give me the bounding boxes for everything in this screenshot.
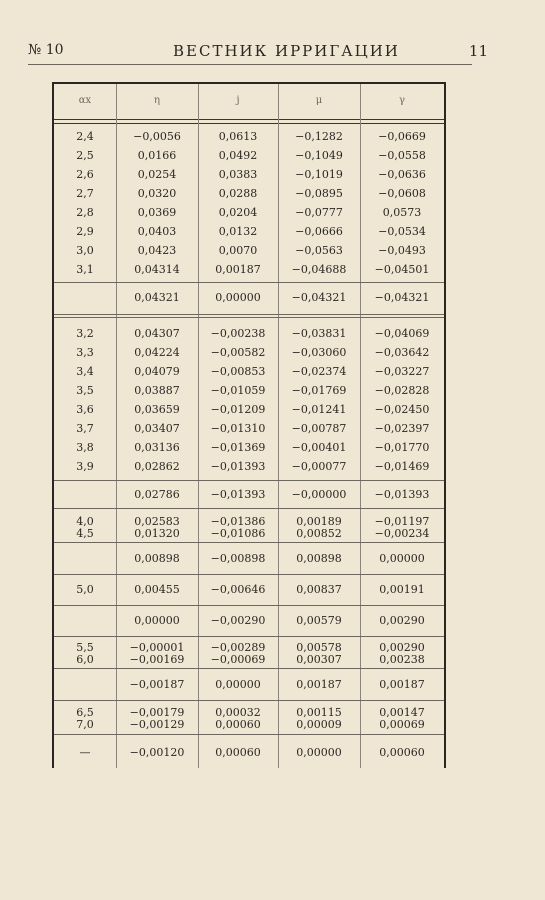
total-cell: −0,00898 bbox=[210, 552, 266, 565]
table-cell: −0,00646 bbox=[210, 583, 266, 596]
table-cell: −0,00787 bbox=[291, 422, 347, 435]
row-separator bbox=[54, 508, 444, 509]
total-cell: −0,00187 bbox=[129, 678, 185, 691]
table-cell: 3,7 bbox=[76, 422, 94, 435]
table-cell: 0,00060 bbox=[215, 746, 261, 759]
row-separator bbox=[54, 668, 444, 669]
row-separator bbox=[54, 282, 444, 283]
table-cell: 5,0 bbox=[76, 583, 94, 596]
table-cell: 0,00187 bbox=[215, 263, 261, 276]
row-separator bbox=[54, 574, 444, 575]
issue-number: № 10 bbox=[28, 42, 64, 58]
table-cell: 0,0403 bbox=[137, 225, 177, 238]
total-cell: 0,00187 bbox=[379, 678, 425, 691]
row-separator bbox=[54, 542, 444, 543]
header-rule bbox=[28, 64, 472, 65]
total-cell: 0,00187 bbox=[296, 678, 342, 691]
table-cell: 0,0204 bbox=[218, 206, 258, 219]
table-cell: 0,03659 bbox=[134, 403, 180, 416]
paired-cell: −0,00289 −0,00069 bbox=[210, 641, 266, 666]
total-cell: 0,00898 bbox=[296, 552, 342, 565]
table-cell: −0,04688 bbox=[291, 263, 347, 276]
column-header: η bbox=[154, 95, 160, 106]
table-cell: −0,0666 bbox=[295, 225, 343, 238]
total-cell: 0,04321 bbox=[134, 291, 180, 304]
table-cell: −0,1282 bbox=[295, 130, 343, 143]
table-cell: −0,04069 bbox=[374, 327, 430, 340]
table-cell: −0,01310 bbox=[210, 422, 266, 435]
table-cell: −0,0534 bbox=[378, 225, 426, 238]
table-cell: −0,02828 bbox=[374, 384, 430, 397]
total-cell: 0,00000 bbox=[134, 614, 180, 627]
table-cell: −0,00238 bbox=[210, 327, 266, 340]
table-cell: −0,0895 bbox=[295, 187, 343, 200]
table-cell: −0,02397 bbox=[374, 422, 430, 435]
table-cell: 0,03136 bbox=[134, 441, 180, 454]
table-cell: 0,00455 bbox=[134, 583, 180, 596]
table-cell: 0,00060 bbox=[379, 746, 425, 759]
table-cell: 3,0 bbox=[76, 244, 94, 257]
column-header: j bbox=[236, 95, 240, 106]
table-cell: 0,0070 bbox=[218, 244, 258, 257]
table-cell: 2,9 bbox=[76, 225, 94, 238]
total-cell: 0,00000 bbox=[215, 678, 261, 691]
paired-cell: 6,5 7,0 bbox=[76, 706, 94, 731]
table-cell: 3,9 bbox=[76, 460, 94, 473]
table-cell: −0,00853 bbox=[210, 365, 266, 378]
table-cell: −0,0056 bbox=[133, 130, 181, 143]
table-cell: 0,0423 bbox=[137, 244, 177, 257]
table-cell: −0,03227 bbox=[374, 365, 430, 378]
total-cell: −0,04321 bbox=[374, 291, 430, 304]
total-cell: −0,00000 bbox=[291, 488, 347, 501]
table-cell: −0,04501 bbox=[374, 263, 430, 276]
table-header-row bbox=[54, 84, 444, 119]
table-cell: −0,0636 bbox=[378, 168, 426, 181]
table-cell: −0,01241 bbox=[291, 403, 347, 416]
table-cell: −0,0669 bbox=[378, 130, 426, 143]
paired-cell: 0,00189 0,00852 bbox=[296, 515, 342, 540]
row-separator bbox=[54, 314, 444, 318]
table-cell: 0,04079 bbox=[134, 365, 180, 378]
total-cell: 0,00898 bbox=[134, 552, 180, 565]
total-cell: −0,01393 bbox=[210, 488, 266, 501]
paired-cell: 0,00032 0,00060 bbox=[215, 706, 261, 731]
column-header: γ bbox=[399, 95, 405, 106]
total-cell: 0,02786 bbox=[134, 488, 180, 501]
table-cell: −0,01469 bbox=[374, 460, 430, 473]
table-cell: −0,00077 bbox=[291, 460, 347, 473]
table-cell: −0,03831 bbox=[291, 327, 347, 340]
table-cell: 0,04314 bbox=[134, 263, 180, 276]
paired-cell: 4,0 4,5 bbox=[76, 515, 94, 540]
table-cell: −0,00401 bbox=[291, 441, 347, 454]
table-cell: 0,0573 bbox=[382, 206, 422, 219]
paired-cell: 5,5 6,0 bbox=[76, 641, 94, 666]
total-cell: −0,00290 bbox=[210, 614, 266, 627]
table-cell: −0,02374 bbox=[291, 365, 347, 378]
table-cell: 0,03887 bbox=[134, 384, 180, 397]
table-cell: 0,0132 bbox=[218, 225, 258, 238]
table-cell: −0,01769 bbox=[291, 384, 347, 397]
table-cell: 0,0288 bbox=[218, 187, 258, 200]
table-cell: −0,0558 bbox=[378, 149, 426, 162]
data-table bbox=[52, 82, 446, 768]
table-cell: −0,1049 bbox=[295, 149, 343, 162]
table-cell: 0,00837 bbox=[296, 583, 342, 596]
table-cell: 3,3 bbox=[76, 346, 94, 359]
paired-cell: 0,02583 0,01320 bbox=[134, 515, 180, 540]
table-cell: 0,0369 bbox=[137, 206, 177, 219]
table-cell: 3,8 bbox=[76, 441, 94, 454]
total-cell: 0,00290 bbox=[379, 614, 425, 627]
table-cell: 2,7 bbox=[76, 187, 94, 200]
table-cell: −0,03642 bbox=[374, 346, 430, 359]
table-cell: −0,01209 bbox=[210, 403, 266, 416]
table-cell: 0,0492 bbox=[218, 149, 258, 162]
table-cell: −0,00120 bbox=[129, 746, 185, 759]
table-cell: −0,01369 bbox=[210, 441, 266, 454]
total-cell: −0,04321 bbox=[291, 291, 347, 304]
table-cell: 0,02862 bbox=[134, 460, 180, 473]
table-cell: 3,1 bbox=[76, 263, 94, 276]
table-cell: −0,01770 bbox=[374, 441, 430, 454]
table-cell: −0,0493 bbox=[378, 244, 426, 257]
total-cell: 0,00000 bbox=[215, 291, 261, 304]
table-cell: 0,0166 bbox=[137, 149, 177, 162]
paired-cell: 0,00290 0,00238 bbox=[379, 641, 425, 666]
row-separator bbox=[54, 734, 444, 735]
paired-cell: 0,00115 0,00009 bbox=[296, 706, 342, 731]
table-cell: 0,03407 bbox=[134, 422, 180, 435]
table-cell: −0,0608 bbox=[378, 187, 426, 200]
table-cell: −0,1019 bbox=[295, 168, 343, 181]
column-header: μ bbox=[315, 95, 323, 106]
table-cell: −0,0563 bbox=[295, 244, 343, 257]
total-cell: 0,00579 bbox=[296, 614, 342, 627]
table-cell: 2,8 bbox=[76, 206, 94, 219]
table-cell: 3,4 bbox=[76, 365, 94, 378]
table-cell: −0,01393 bbox=[210, 460, 266, 473]
table-cell: 3,5 bbox=[76, 384, 94, 397]
table-cell: 0,0320 bbox=[137, 187, 177, 200]
table-cell: 3,2 bbox=[76, 327, 94, 340]
header-double-rule bbox=[54, 119, 444, 124]
journal-title: ВЕСТНИК ИРРИГАЦИИ bbox=[173, 42, 400, 60]
paired-cell: 0,00147 0,00069 bbox=[379, 706, 425, 731]
paired-cell: −0,01386 −0,01086 bbox=[210, 515, 266, 540]
table-cell: −0,01059 bbox=[210, 384, 266, 397]
table-cell: −0,02450 bbox=[374, 403, 430, 416]
table-cell: 0,00000 bbox=[296, 746, 342, 759]
table-cell: −0,0777 bbox=[295, 206, 343, 219]
paired-cell: −0,01197 −0,00234 bbox=[374, 515, 430, 540]
table-cell: — bbox=[79, 746, 91, 759]
table-cell: 0,04224 bbox=[134, 346, 180, 359]
row-separator bbox=[54, 605, 444, 606]
table-cell: 0,0254 bbox=[137, 168, 177, 181]
paired-cell: 0,00578 0,00307 bbox=[296, 641, 342, 666]
table-cell: 2,4 bbox=[76, 130, 94, 143]
table-cell: 0,0383 bbox=[218, 168, 258, 181]
row-separator bbox=[54, 480, 444, 481]
total-cell: −0,01393 bbox=[374, 488, 430, 501]
page-header bbox=[28, 42, 518, 62]
paired-cell: −0,00179 −0,00129 bbox=[129, 706, 185, 731]
table-cell: 3,6 bbox=[76, 403, 94, 416]
table-cell: 2,6 bbox=[76, 168, 94, 181]
table-cell: 0,00191 bbox=[379, 583, 425, 596]
table-cell: −0,00582 bbox=[210, 346, 266, 359]
row-separator bbox=[54, 636, 444, 637]
column-header: αx bbox=[78, 95, 92, 106]
table-cell: 0,04307 bbox=[134, 327, 180, 340]
page-number: 11 bbox=[468, 42, 488, 60]
row-separator bbox=[54, 700, 444, 701]
paired-cell: −0,00001 −0,00169 bbox=[129, 641, 185, 666]
table-cell: 2,5 bbox=[76, 149, 94, 162]
table-cell: 0,0613 bbox=[218, 130, 258, 143]
table-cell: −0,03060 bbox=[291, 346, 347, 359]
total-cell: 0,00000 bbox=[379, 552, 425, 565]
